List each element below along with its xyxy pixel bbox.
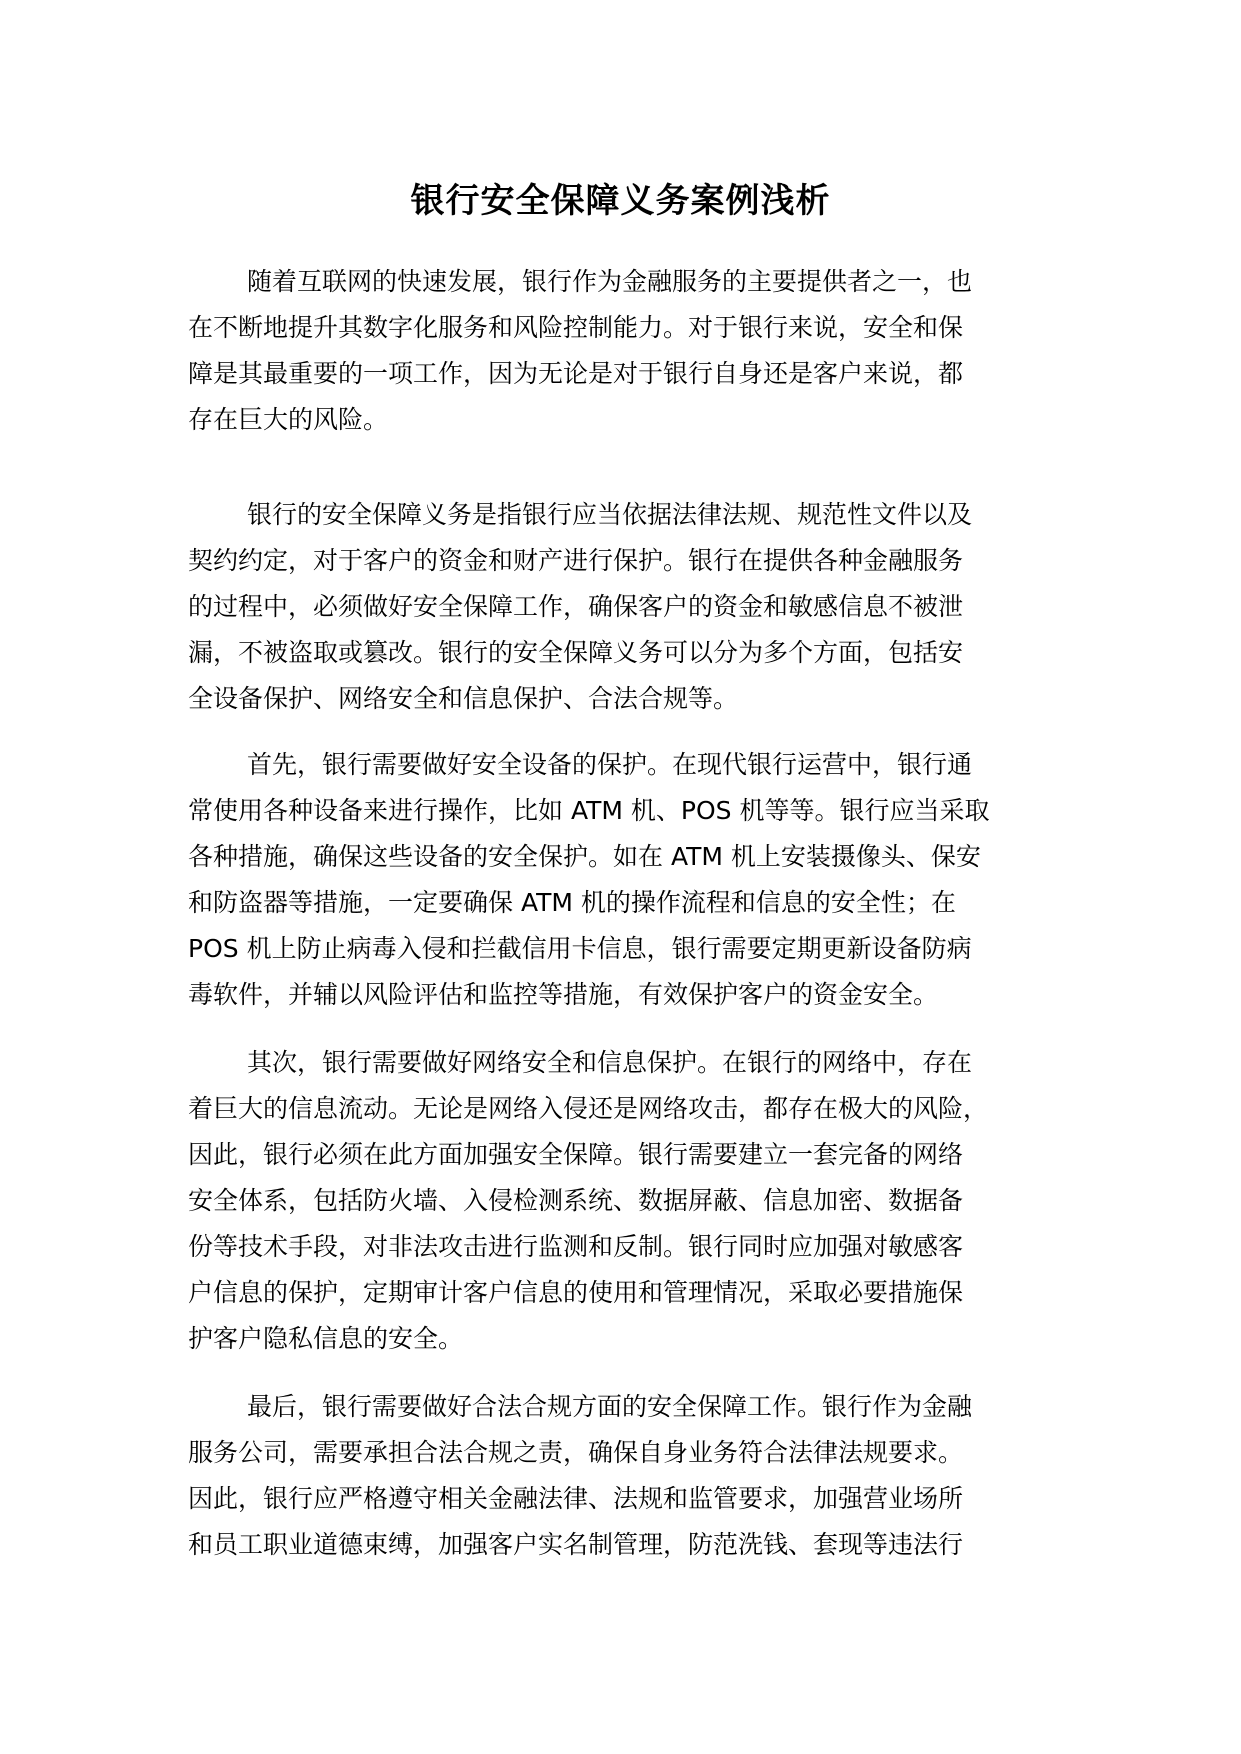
paragraph-4	[188, 1040, 1068, 1362]
paragraph-line: 各种措施，确保这些设备的安全保护。如在 ATM 机上安装摄像头、保安	[188, 842, 981, 871]
paragraph-line: 的过程中，必须做好安全保障工作，确保客户的资金和敏感信息不被泄	[188, 592, 964, 621]
paragraph-line: 全设备保护、网络安全和信息保护、合法合规等。	[188, 684, 739, 713]
paragraph-line: 和防盗器等措施，一定要确保 ATM 机的操作流程和信息的安全性；在	[188, 888, 956, 917]
paragraph-line: 随着互联网的快速发展，银行作为金融服务的主要提供者之一，也	[247, 267, 973, 296]
paragraph-line: 契约约定，对于客户的资金和财产进行保护。银行在提供各种金融服务	[188, 546, 964, 575]
paragraph-line: 常使用各种设备来进行操作，比如 ATM 机、POS 机等等。银行应当采取	[188, 796, 990, 825]
paragraph-line: POS 机上防止病毒入侵和拦截信用卡信息，银行需要定期更新设备防病	[188, 934, 972, 963]
paragraph-line: 因此，银行应严格遵守相关金融法律、法规和监管要求，加强营业场所	[188, 1484, 964, 1513]
paragraph-line: 银行的安全保障义务是指银行应当依据法律法规、规范性文件以及	[247, 500, 973, 529]
paragraph-line: 毒软件，并辅以风险评估和监控等措施，有效保护客户的资金安全。	[188, 980, 939, 1009]
paragraph-line: 安全体系，包括防火墙、入侵检测系统、数据屏蔽、信息加密、数据备	[188, 1186, 964, 1215]
paragraph-line: 户信息的保护，定期审计客户信息的使用和管理情况，采取必要措施保	[188, 1278, 964, 1307]
paragraph-line: 在不断地提升其数字化服务和风险控制能力。对于银行来说，安全和保	[188, 313, 964, 342]
paragraph-5	[188, 1384, 1068, 1568]
document-title: 银行安全保障义务案例浅析	[410, 181, 831, 221]
paragraph-line: 份等技术手段，对非法攻击进行监测和反制。银行同时应加强对敏感客	[188, 1232, 964, 1261]
paragraph-line: 首先，银行需要做好安全设备的保护。在现代银行运营中，银行通	[247, 750, 973, 779]
paragraph-line: 服务公司，需要承担合法合规之责，确保自身业务符合法律法规要求。	[188, 1438, 964, 1467]
paragraph-line: 因此，银行必须在此方面加强安全保障。银行需要建立一套完备的网络	[188, 1140, 964, 1169]
paragraph-1	[188, 259, 1068, 443]
paragraph-line: 护客户隐私信息的安全。	[188, 1324, 464, 1353]
paragraph-line: 存在巨大的风险。	[188, 405, 389, 434]
paragraph-line: 其次，银行需要做好网络安全和信息保护。在银行的网络中，存在	[247, 1048, 973, 1077]
paragraph-line: 漏，不被盗取或篡改。银行的安全保障义务可以分为多个方面，包括安	[188, 638, 964, 667]
paragraph-line: 最后，银行需要做好合法合规方面的安全保障工作。银行作为金融	[247, 1392, 973, 1421]
paragraph-line: 和员工职业道德束缚，加强客户实名制管理，防范洗钱、套现等违法行	[188, 1530, 964, 1559]
paragraph-2	[188, 492, 1068, 722]
paragraph-line: 着巨大的信息流动。无论是网络入侵还是网络攻击，都存在极大的风险，	[188, 1094, 989, 1123]
paragraph-3	[188, 742, 1068, 1018]
paragraph-line: 障是其最重要的一项工作，因为无论是对于银行自身还是客户来说，都	[188, 359, 964, 388]
